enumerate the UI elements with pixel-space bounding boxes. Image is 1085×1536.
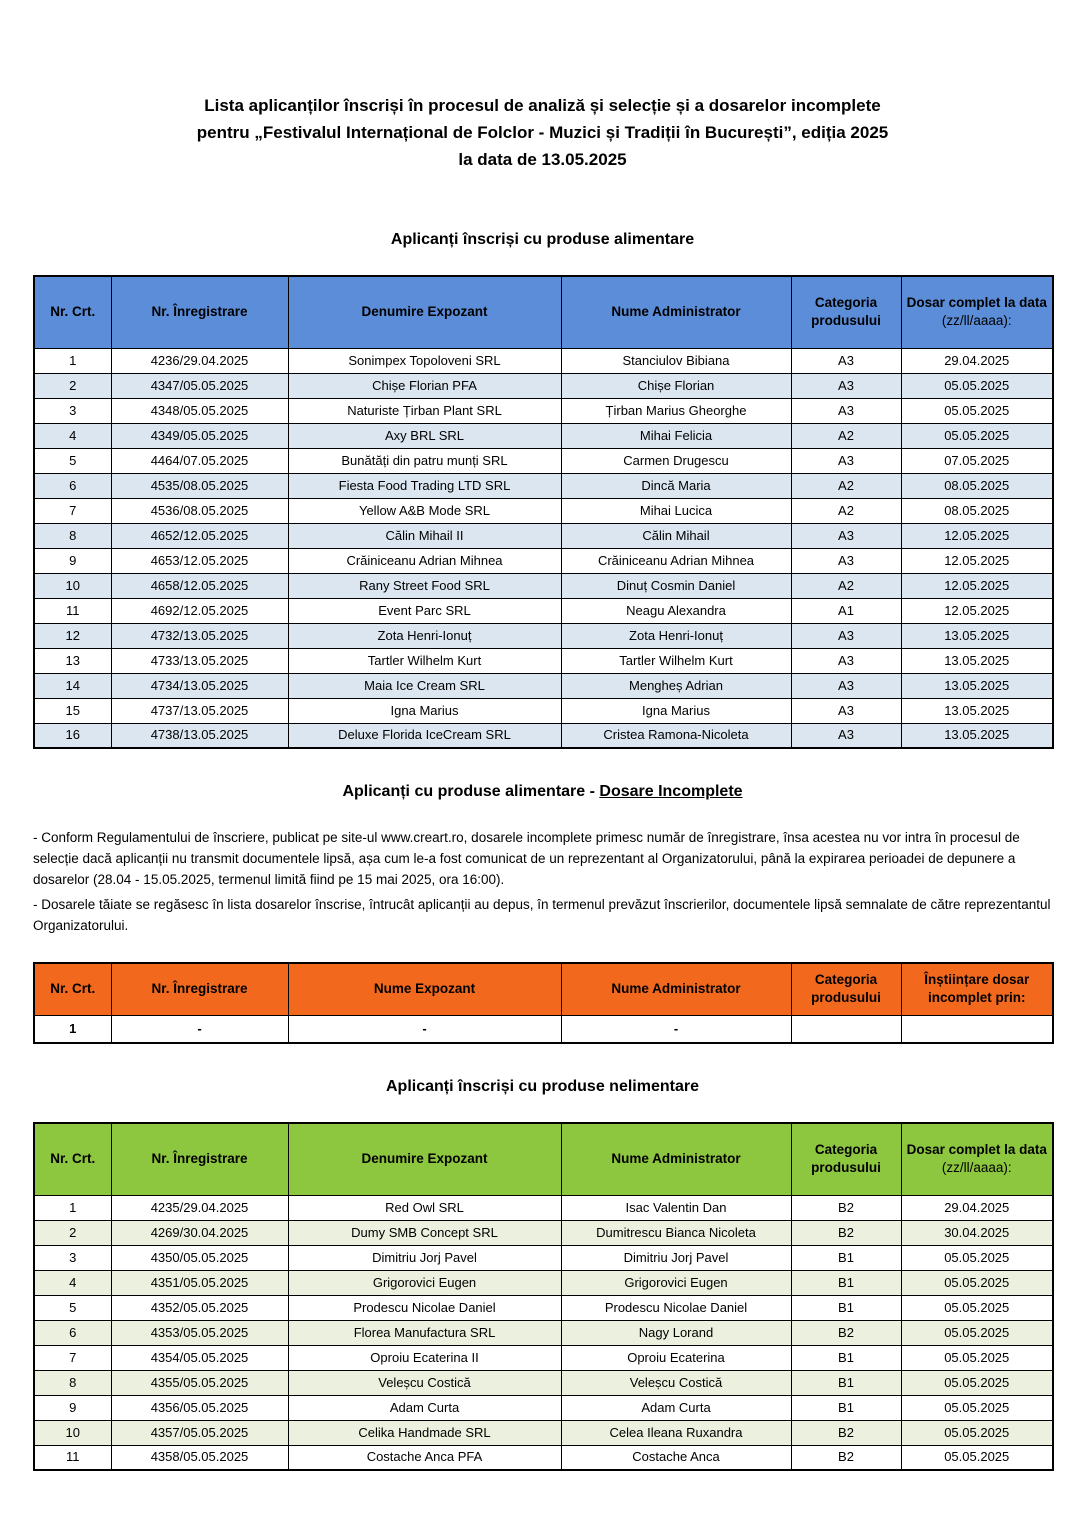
table-cell: 4354/05.05.2025 (111, 1345, 288, 1370)
table-cell: Mihai Felicia (561, 423, 791, 448)
table-cell: A3 (791, 723, 901, 748)
table-cell: Prodescu Nicolae Daniel (288, 1295, 561, 1320)
table-header-row (34, 963, 1053, 1015)
food-applicants-table (33, 275, 1054, 749)
heading-prefix: Aplicanți cu produse alimentare - (342, 783, 600, 800)
table-cell: Mengheș Adrian (561, 673, 791, 698)
col-header-nr-crt (34, 963, 111, 1015)
table-row (34, 1345, 1053, 1370)
table-cell: 1 (34, 348, 111, 373)
col-header-dosar-complet (901, 276, 1053, 348)
table-cell: 4737/13.05.2025 (111, 698, 288, 723)
col-header-denumire-expozant (288, 276, 561, 348)
table-cell: 4358/05.05.2025 (111, 1445, 288, 1470)
table-row (34, 1445, 1053, 1470)
table-cell: Tartler Wilhelm Kurt (561, 648, 791, 673)
table-cell: Tartler Wilhelm Kurt (288, 648, 561, 673)
table-cell: 4235/29.04.2025 (111, 1195, 288, 1220)
spacer (33, 1044, 1052, 1078)
table-cell: 8 (34, 523, 111, 548)
table-header-row (34, 276, 1053, 348)
table-cell: Costache Anca PFA (288, 1445, 561, 1470)
note-paragraph-1: - Conform Regulamentului de înscriere, publicat pe site-ul www.creart.ro, dosarele incomplete primesc număr de înregistrare, însa acestea nu vor intra în procesul de selecție dacă aplicanții nu transmit documentele lipsă, așa cum le-a fost comunicat de un reprezentant al Organizatorului, până la expirarea perioadei de depunere a dosarelor (28.04 - 15.05.2025, termenul limită fiind pe 15 mai 2025, ora 16:00). (33, 830, 1020, 887)
document-title-line-2: pentru „Festivalul Internațional de Folclor - Muzici și Tradiții în București”, ediția 2025 (196, 123, 889, 142)
table-cell: Fiesta Food Trading LTD SRL (288, 473, 561, 498)
table-row (34, 1015, 1053, 1043)
col-header-label: Nume Administrator (611, 981, 741, 997)
table-cell: 4347/05.05.2025 (111, 373, 288, 398)
table-cell: 12.05.2025 (901, 573, 1053, 598)
table-cell: 4734/13.05.2025 (111, 673, 288, 698)
col-header-label: Denumire Expozant (361, 1151, 488, 1167)
table-cell: 1 (34, 1195, 111, 1220)
note-paragraph-2: - Dosarele tăiate se regăsesc în lista dosarelor înscrise, întrucât aplicanții au depus, în termenul prevăzut înscrierilor, documentele lipsă semnalate de către reprezentantul Organizatorului. (33, 897, 1051, 933)
table-cell: A3 (791, 373, 901, 398)
nonfood-table-body (34, 1195, 1053, 1470)
spacer (33, 205, 1052, 231)
col-header-nume-expozant (288, 963, 561, 1015)
col-header-denumire-expozant (288, 1123, 561, 1195)
table-cell: Isac Valentin Dan (561, 1195, 791, 1220)
table-cell: A3 (791, 648, 901, 673)
table-cell: 9 (34, 548, 111, 573)
table-cell: 4357/05.05.2025 (111, 1420, 288, 1445)
col-header-label: Categoria produsului (811, 972, 881, 1006)
table-cell: Dumy SMB Concept SRL (288, 1220, 561, 1245)
spacer (33, 749, 1052, 783)
table-row (34, 698, 1053, 723)
col-header-label: Nr. Înregistrare (151, 981, 248, 997)
table-cell: 5 (34, 448, 111, 473)
incomplete-notes (33, 827, 1052, 936)
section-heading-food: Aplicanți înscriși cu produse alimentare (390, 231, 695, 248)
table-cell: - (111, 1015, 288, 1043)
table-row (34, 648, 1053, 673)
table-cell: Cristea Ramona-Nicoleta (561, 723, 791, 748)
table-cell: - (561, 1015, 791, 1043)
col-header-label: Nr. Crt. (50, 304, 96, 320)
table-cell: 12.05.2025 (901, 598, 1053, 623)
table-cell: Grigorovici Eugen (561, 1270, 791, 1295)
table-cell: Grigorovici Eugen (288, 1270, 561, 1295)
table-cell: Deluxe Florida IceCream SRL (288, 723, 561, 748)
table-cell: Mihai Lucica (561, 498, 791, 523)
heading-underlined-part: Dosare Incomplete (599, 783, 743, 800)
table-cell: 05.05.2025 (901, 1345, 1053, 1370)
col-header-label: Nr. Crt. (50, 981, 96, 997)
table-cell: 1 (34, 1015, 111, 1043)
table-cell: 05.05.2025 (901, 423, 1053, 448)
table-cell: 29.04.2025 (901, 1195, 1053, 1220)
table-row (34, 573, 1053, 598)
table-cell: A2 (791, 473, 901, 498)
col-header-nume-administrator (561, 276, 791, 348)
col-header-nr-inregistrare (111, 276, 288, 348)
col-header-dosar-complet (901, 1123, 1053, 1195)
table-cell: 4 (34, 1270, 111, 1295)
table-cell (791, 1015, 901, 1043)
table-cell: 13.05.2025 (901, 648, 1053, 673)
table-cell: Zota Henri-Ionuț (561, 623, 791, 648)
table-cell: A3 (791, 548, 901, 573)
table-cell: 13.05.2025 (901, 623, 1053, 648)
table-cell: Călin Mihail II (288, 523, 561, 548)
table-cell: Nagy Lorand (561, 1320, 791, 1345)
table-cell: Zota Henri-Ionuț (288, 623, 561, 648)
table-cell: 2 (34, 373, 111, 398)
table-cell: 8 (34, 1370, 111, 1395)
table-cell: A3 (791, 398, 901, 423)
col-header-nr-crt (34, 276, 111, 348)
table-cell: Carmen Drugescu (561, 448, 791, 473)
col-header-label: Înștiințare dosar incomplet prin: (924, 972, 1030, 1006)
table-row (34, 398, 1053, 423)
table-cell: Dincă Maria (561, 473, 791, 498)
table-cell: 12.05.2025 (901, 523, 1053, 548)
table-cell: 13.05.2025 (901, 673, 1053, 698)
table-cell: Oproiu Ecaterina (561, 1345, 791, 1370)
table-cell: 13.05.2025 (901, 698, 1053, 723)
table-cell: 4692/12.05.2025 (111, 598, 288, 623)
table-cell: 6 (34, 473, 111, 498)
table-cell: Dimitriu Jorj Pavel (561, 1245, 791, 1270)
table-cell: 3 (34, 1245, 111, 1270)
table-cell: 05.05.2025 (901, 1395, 1053, 1420)
table-cell: Crăiniceanu Adrian Mihnea (561, 548, 791, 573)
table-row (34, 373, 1053, 398)
table-cell: 4535/08.05.2025 (111, 473, 288, 498)
table-cell: A2 (791, 498, 901, 523)
table-cell: B1 (791, 1345, 901, 1370)
col-header-label: Nr. Crt. (50, 1151, 96, 1167)
col-header-categoria-produsului (791, 1123, 901, 1195)
table-cell: Adam Curta (288, 1395, 561, 1420)
incomplete-table-body (34, 1015, 1053, 1043)
table-cell: 12 (34, 623, 111, 648)
table-row (34, 598, 1053, 623)
table-cell: 14 (34, 673, 111, 698)
table-cell: 4738/13.05.2025 (111, 723, 288, 748)
table-cell: 05.05.2025 (901, 1295, 1053, 1320)
table-row (34, 423, 1053, 448)
table-cell: 30.04.2025 (901, 1220, 1053, 1245)
table-cell: A3 (791, 448, 901, 473)
table-cell: 3 (34, 398, 111, 423)
col-header-instiintare-dosar (901, 963, 1053, 1015)
col-header-sublabel: (zz/ll/aaaa): (941, 313, 1012, 329)
table-cell: Stanciulov Bibiana (561, 348, 791, 373)
document-title-line-3: la data de 13.05.2025 (458, 150, 627, 169)
col-header-nume-administrator (561, 1123, 791, 1195)
table-cell: B1 (791, 1295, 901, 1320)
table-cell: 4653/12.05.2025 (111, 548, 288, 573)
table-row (34, 1270, 1053, 1295)
table-cell: Igna Marius (288, 698, 561, 723)
col-header-sublabel: (zz/ll/aaaa): (941, 1160, 1012, 1176)
table-row (34, 1420, 1053, 1445)
table-cell: Rany Street Food SRL (288, 573, 561, 598)
table-row (34, 548, 1053, 573)
table-cell: 05.05.2025 (901, 1320, 1053, 1345)
table-cell: A2 (791, 573, 901, 598)
table-cell: A3 (791, 523, 901, 548)
table-cell: A3 (791, 348, 901, 373)
table-cell: 10 (34, 1420, 111, 1445)
table-cell: Chișe Florian (561, 373, 791, 398)
table-row (34, 673, 1053, 698)
table-cell: Naturiste Țirban Plant SRL (288, 398, 561, 423)
table-cell: 4351/05.05.2025 (111, 1270, 288, 1295)
table-row (34, 1195, 1053, 1220)
col-header-nume-administrator (561, 963, 791, 1015)
table-cell: 2 (34, 1220, 111, 1245)
col-header-label: Nr. Înregistrare (151, 1151, 248, 1167)
food-table-body (34, 348, 1053, 748)
table-cell: 29.04.2025 (901, 348, 1053, 373)
table-row (34, 473, 1053, 498)
table-cell: Prodescu Nicolae Daniel (561, 1295, 791, 1320)
table-cell: 16 (34, 723, 111, 748)
table-cell: Red Owl SRL (288, 1195, 561, 1220)
table-cell: 05.05.2025 (901, 398, 1053, 423)
col-header-label: Nume Administrator (611, 304, 741, 320)
table-cell: 4 (34, 423, 111, 448)
food-table-header (34, 276, 1053, 348)
col-header-label: Nume Expozant (373, 981, 476, 997)
table-cell: 9 (34, 1395, 111, 1420)
table-cell: 7 (34, 1345, 111, 1370)
table-cell: Țirban Marius Gheorghe (561, 398, 791, 423)
col-header-label: Nr. Înregistrare (151, 304, 248, 320)
table-cell: B1 (791, 1270, 901, 1295)
table-cell: B2 (791, 1195, 901, 1220)
table-cell: Celea Ileana Ruxandra (561, 1420, 791, 1445)
table-cell: Celika Handmade SRL (288, 1420, 561, 1445)
table-cell: A3 (791, 698, 901, 723)
col-header-nr-crt (34, 1123, 111, 1195)
table-cell: 4349/05.05.2025 (111, 423, 288, 448)
table-cell: Dimitriu Jorj Pavel (288, 1245, 561, 1270)
table-cell: Dumitrescu Bianca Nicoleta (561, 1220, 791, 1245)
table-cell: Adam Curta (561, 1395, 791, 1420)
table-cell: 4348/05.05.2025 (111, 398, 288, 423)
incomplete-table-header (34, 963, 1053, 1015)
table-cell: 4652/12.05.2025 (111, 523, 288, 548)
table-cell: B2 (791, 1445, 901, 1470)
table-cell: 08.05.2025 (901, 473, 1053, 498)
table-cell: 05.05.2025 (901, 1445, 1053, 1470)
table-cell: 4658/12.05.2025 (111, 573, 288, 598)
table-cell: B1 (791, 1395, 901, 1420)
nonfood-table-header (34, 1123, 1053, 1195)
table-cell: 4536/08.05.2025 (111, 498, 288, 523)
table-cell (901, 1015, 1053, 1043)
section-heading-incomplete (33, 783, 1052, 801)
table-row (34, 1245, 1053, 1270)
table-cell: Axy BRL SRL (288, 423, 561, 448)
table-cell: Maia Ice Cream SRL (288, 673, 561, 698)
table-cell: A3 (791, 623, 901, 648)
table-cell: Costache Anca (561, 1445, 791, 1470)
table-cell: 4356/05.05.2025 (111, 1395, 288, 1420)
table-cell: Călin Mihail (561, 523, 791, 548)
col-header-categoria-produsului (791, 276, 901, 348)
table-cell: A2 (791, 423, 901, 448)
table-cell: 6 (34, 1320, 111, 1345)
table-cell: Oproiu Ecaterina II (288, 1345, 561, 1370)
document-title (33, 92, 1052, 173)
col-header-label: Nume Administrator (611, 1151, 741, 1167)
table-cell: 5 (34, 1295, 111, 1320)
table-cell: Chișe Florian PFA (288, 373, 561, 398)
table-cell: 4733/13.05.2025 (111, 648, 288, 673)
table-cell: 4464/07.05.2025 (111, 448, 288, 473)
table-cell: Bunătăți din patru munți SRL (288, 448, 561, 473)
col-header-label: Dosar complet la data (906, 1142, 1047, 1158)
table-header-row (34, 1123, 1053, 1195)
table-cell: A3 (791, 673, 901, 698)
table-cell: Igna Marius (561, 698, 791, 723)
nonfood-applicants-table (33, 1122, 1054, 1471)
table-row (34, 1220, 1053, 1245)
table-cell: 05.05.2025 (901, 373, 1053, 398)
table-cell: Veleșcu Costică (561, 1370, 791, 1395)
table-cell: 05.05.2025 (901, 1270, 1053, 1295)
table-cell: Veleșcu Costică (288, 1370, 561, 1395)
section-heading-nonfood: Aplicanți înscriși cu produse nelimentare (386, 1078, 699, 1095)
table-cell: 4350/05.05.2025 (111, 1245, 288, 1270)
table-cell: 05.05.2025 (901, 1370, 1053, 1395)
table-cell: 4732/13.05.2025 (111, 623, 288, 648)
table-cell: Yellow A&B Mode SRL (288, 498, 561, 523)
table-cell: B1 (791, 1245, 901, 1270)
col-header-label: Categoria produsului (811, 295, 881, 329)
table-cell: 05.05.2025 (901, 1245, 1053, 1270)
table-cell: B2 (791, 1320, 901, 1345)
table-cell: 4352/05.05.2025 (111, 1295, 288, 1320)
table-cell: Florea Manufactura SRL (288, 1320, 561, 1345)
table-row (34, 498, 1053, 523)
table-cell: 12.05.2025 (901, 548, 1053, 573)
table-cell: 13.05.2025 (901, 723, 1053, 748)
table-cell: Dinuț Cosmin Daniel (561, 573, 791, 598)
col-header-categoria-produsului (791, 963, 901, 1015)
table-cell: Sonimpex Topoloveni SRL (288, 348, 561, 373)
table-row (34, 1295, 1053, 1320)
table-cell: A1 (791, 598, 901, 623)
table-cell: 4269/30.04.2025 (111, 1220, 288, 1245)
table-row (34, 1370, 1053, 1395)
table-cell: 11 (34, 1445, 111, 1470)
table-row (34, 623, 1053, 648)
col-header-nr-inregistrare (111, 963, 288, 1015)
table-cell: 07.05.2025 (901, 448, 1053, 473)
table-row (34, 1395, 1053, 1420)
incomplete-applicants-table (33, 962, 1054, 1044)
table-cell: 4353/05.05.2025 (111, 1320, 288, 1345)
document-title-line-1: Lista aplicanților înscriși în procesul de analiză și selecție și a dosarelor incomplete (204, 96, 881, 115)
table-cell: 7 (34, 498, 111, 523)
table-cell: B2 (791, 1420, 901, 1445)
table-cell: 4355/05.05.2025 (111, 1370, 288, 1395)
table-cell: Neagu Alexandra (561, 598, 791, 623)
table-row (34, 348, 1053, 373)
table-cell: 05.05.2025 (901, 1420, 1053, 1445)
col-header-label: Denumire Expozant (361, 304, 488, 320)
table-cell: B2 (791, 1220, 901, 1245)
table-cell: 08.05.2025 (901, 498, 1053, 523)
table-cell: 13 (34, 648, 111, 673)
table-row (34, 723, 1053, 748)
col-header-label: Dosar complet la data (906, 295, 1047, 311)
table-cell: 15 (34, 698, 111, 723)
col-header-nr-inregistrare (111, 1123, 288, 1195)
table-cell: - (288, 1015, 561, 1043)
table-row (34, 523, 1053, 548)
table-cell: 4236/29.04.2025 (111, 348, 288, 373)
table-cell: B1 (791, 1370, 901, 1395)
table-cell: 11 (34, 598, 111, 623)
col-header-label: Categoria produsului (811, 1142, 881, 1176)
table-cell: 10 (34, 573, 111, 598)
table-cell: Event Parc SRL (288, 598, 561, 623)
table-cell: Crăiniceanu Adrian Mihnea (288, 548, 561, 573)
table-row (34, 448, 1053, 473)
table-row (34, 1320, 1053, 1345)
